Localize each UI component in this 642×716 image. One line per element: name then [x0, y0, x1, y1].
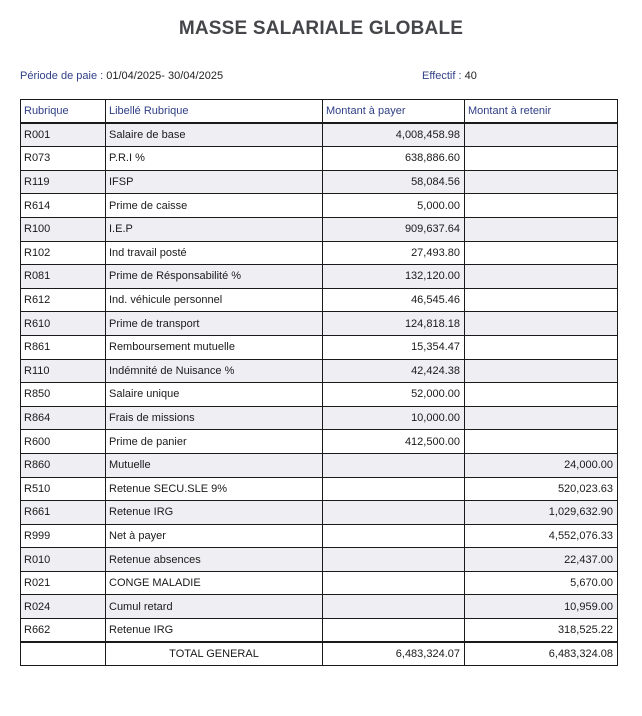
cell-rubrique: R081 — [21, 265, 106, 289]
cell-montant-retenir — [465, 241, 618, 265]
cell-montant-retenir — [465, 194, 618, 218]
cell-montant-retenir: 22,437.00 — [465, 548, 618, 572]
table-row — [21, 430, 618, 454]
payroll-table — [20, 99, 618, 666]
cell-libelle: Prime de Résponsabilité % — [106, 265, 323, 289]
cell-libelle: CONGE MALADIE — [106, 571, 323, 595]
column-header-rubrique: Rubrique — [21, 100, 106, 124]
table-row — [21, 477, 618, 501]
table-row — [21, 312, 618, 336]
cell-montant-retenir — [465, 170, 618, 194]
cell-rubrique: R864 — [21, 406, 106, 430]
cell-montant-payer: 42,424.38 — [323, 359, 465, 383]
cell-rubrique: R999 — [21, 524, 106, 548]
table-row — [21, 595, 618, 619]
cell-montant-payer: 46,545.46 — [323, 288, 465, 312]
cell-libelle: Salaire unique — [106, 383, 323, 407]
cell-montant-retenir — [465, 217, 618, 241]
table-row — [21, 383, 618, 407]
cell-libelle: Ind travail posté — [106, 241, 323, 265]
cell-montant-payer: 52,000.00 — [323, 383, 465, 407]
cell-montant-payer — [323, 524, 465, 548]
cell-rubrique: R612 — [21, 288, 106, 312]
cell-montant-payer — [323, 571, 465, 595]
cell-rubrique: R102 — [21, 241, 106, 265]
cell-montant-payer: 124,818.18 — [323, 312, 465, 336]
cell-montant-retenir — [465, 430, 618, 454]
cell-libelle: Retenue absences — [106, 548, 323, 572]
cell-montant-retenir: 318,525.22 — [465, 619, 618, 643]
table-row — [21, 288, 618, 312]
cell-montant-retenir — [465, 312, 618, 336]
table-row — [21, 217, 618, 241]
cell-montant-retenir: 24,000.00 — [465, 453, 618, 477]
headcount-value: 40 — [464, 70, 477, 82]
cell-montant-payer — [323, 477, 465, 501]
headcount — [422, 70, 477, 82]
cell-rubrique: R610 — [21, 312, 106, 336]
total-retenir: 6,483,324.08 — [465, 642, 618, 666]
cell-montant-retenir — [465, 406, 618, 430]
cell-rubrique: R010 — [21, 548, 106, 572]
cell-rubrique: R021 — [21, 571, 106, 595]
cell-libelle: Cumul retard — [106, 595, 323, 619]
table-row — [21, 170, 618, 194]
total-row — [21, 642, 618, 666]
cell-montant-payer: 132,120.00 — [323, 265, 465, 289]
table-row — [21, 241, 618, 265]
cell-montant-payer: 5,000.00 — [323, 194, 465, 218]
table-row — [21, 571, 618, 595]
cell-montant-payer: 412,500.00 — [323, 430, 465, 454]
pay-period-label: Période de paie : — [20, 70, 104, 82]
cell-libelle: Remboursement mutuelle — [106, 335, 323, 359]
cell-libelle: P.R.I % — [106, 147, 323, 171]
cell-montant-retenir — [465, 335, 618, 359]
cell-libelle: Indémnité de Nuisance % — [106, 359, 323, 383]
cell-montant-retenir — [465, 288, 618, 312]
cell-montant-retenir: 10,959.00 — [465, 595, 618, 619]
cell-libelle: Retenue SECU.SLE 9% — [106, 477, 323, 501]
cell-montant-retenir — [465, 359, 618, 383]
cell-rubrique: R110 — [21, 359, 106, 383]
total-label: TOTAL GENERAL — [106, 642, 323, 666]
column-header-montant-retenir: Montant à retenir — [465, 100, 618, 124]
cell-libelle: Prime de transport — [106, 312, 323, 336]
table-header-row — [21, 100, 618, 124]
cell-libelle: Ind. véhicule personnel — [106, 288, 323, 312]
cell-rubrique: R001 — [21, 123, 106, 147]
table-row — [21, 406, 618, 430]
table-row — [21, 453, 618, 477]
cell-montant-payer — [323, 619, 465, 643]
cell-montant-retenir — [465, 123, 618, 147]
cell-libelle: IFSP — [106, 170, 323, 194]
pay-period — [20, 70, 223, 82]
cell-libelle: Mutuelle — [106, 453, 323, 477]
cell-montant-payer — [323, 595, 465, 619]
page-title: MASSE SALARIALE GLOBALE — [178, 18, 464, 39]
cell-montant-retenir: 520,023.63 — [465, 477, 618, 501]
cell-libelle: I.E.P — [106, 217, 323, 241]
cell-rubrique: R861 — [21, 335, 106, 359]
cell-montant-payer — [323, 453, 465, 477]
cell-libelle: Retenue IRG — [106, 501, 323, 525]
table-row — [21, 359, 618, 383]
cell-montant-payer: 58,084.56 — [323, 170, 465, 194]
cell-montant-retenir: 4,552,076.33 — [465, 524, 618, 548]
cell-rubrique: R860 — [21, 453, 106, 477]
cell-libelle: Salaire de base — [106, 123, 323, 147]
cell-montant-payer: 27,493.80 — [323, 241, 465, 265]
table-row — [21, 619, 618, 643]
table-row — [21, 548, 618, 572]
table-row — [21, 147, 618, 171]
cell-libelle: Net à payer — [106, 524, 323, 548]
table-row — [21, 524, 618, 548]
cell-montant-retenir: 1,029,632.90 — [465, 501, 618, 525]
cell-montant-payer: 10,000.00 — [323, 406, 465, 430]
cell-montant-retenir — [465, 147, 618, 171]
table-row — [21, 501, 618, 525]
cell-rubrique: R510 — [21, 477, 106, 501]
cell-montant-payer — [323, 548, 465, 572]
cell-montant-retenir — [465, 383, 618, 407]
table-row — [21, 265, 618, 289]
cell-montant-payer: 15,354.47 — [323, 335, 465, 359]
total-payer: 6,483,324.07 — [323, 642, 465, 666]
cell-rubrique: R661 — [21, 501, 106, 525]
table-row — [21, 335, 618, 359]
cell-montant-payer: 909,637.64 — [323, 217, 465, 241]
table-row — [21, 194, 618, 218]
cell-rubrique: R662 — [21, 619, 106, 643]
cell-libelle: Prime de panier — [106, 430, 323, 454]
cell-libelle: Retenue IRG — [106, 619, 323, 643]
table-row — [21, 123, 618, 147]
cell-montant-payer: 638,886.60 — [323, 147, 465, 171]
column-header-montant-payer: Montant à payer — [323, 100, 465, 124]
cell-rubrique: R073 — [21, 147, 106, 171]
cell-libelle: Frais de missions — [106, 406, 323, 430]
cell-rubrique: R600 — [21, 430, 106, 454]
cell-rubrique: R614 — [21, 194, 106, 218]
total-empty-cell — [21, 642, 106, 666]
pay-period-value: 01/04/2025- 30/04/2025 — [106, 70, 224, 82]
cell-libelle: Prime de caisse — [106, 194, 323, 218]
cell-rubrique: R024 — [21, 595, 106, 619]
cell-montant-retenir — [465, 265, 618, 289]
headcount-label: Effectif : — [422, 70, 462, 82]
cell-montant-retenir: 5,670.00 — [465, 571, 618, 595]
cell-rubrique: R850 — [21, 383, 106, 407]
cell-montant-payer: 4,008,458.98 — [323, 123, 465, 147]
cell-rubrique: R119 — [21, 170, 106, 194]
cell-rubrique: R100 — [21, 217, 106, 241]
cell-montant-payer — [323, 501, 465, 525]
column-header-libelle: Libellé Rubrique — [106, 100, 323, 124]
